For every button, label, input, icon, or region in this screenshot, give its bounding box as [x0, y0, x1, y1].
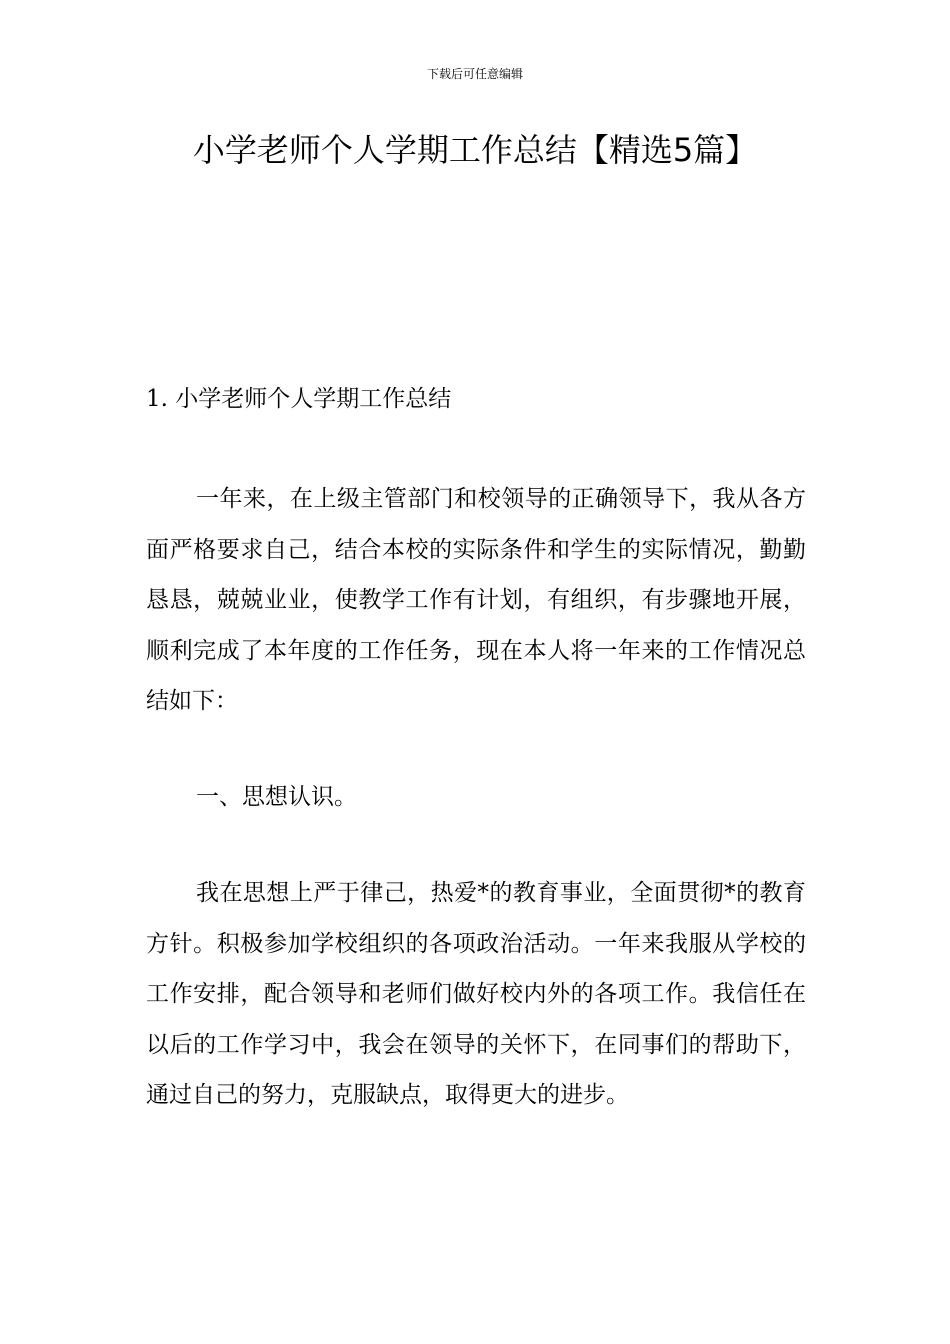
- header-note: 下载后可任意编辑: [426, 67, 523, 81]
- paragraph-ideology: 我在思想上严于律己，热爱*的教育事业，全面贯彻*的教育方针。积极参加学校组织的各项政治活动。一年来我服从学校的工作安排，配合领导和老师们做好校内外的各项工作。我信任在以后的工作学习中，我会在领导的关怀下，在同事们的帮助下，通过自己的努力，克服缺点，取得更大的进步。: [146, 880, 806, 1108]
- paragraph-subheading: 一、思想认识。: [196, 784, 357, 810]
- section-heading: 1. 小学老师个人学期工作总结: [146, 386, 452, 412]
- document-title: 小学老师个人学期工作总结【精选5篇】: [192, 131, 758, 169]
- paragraph-intro: 一年来，在上级主管部门和校领导的正确领导下，我从各方面严格要求自己，结合本校的实际条件和学生的实际情况，勤勤恳恳，兢兢业业，使教学工作有计划，有组织，有步骤地开展，顺利完成了本年度的工作任务，现在本人将一年来的工作情况总结如下：: [146, 486, 806, 714]
